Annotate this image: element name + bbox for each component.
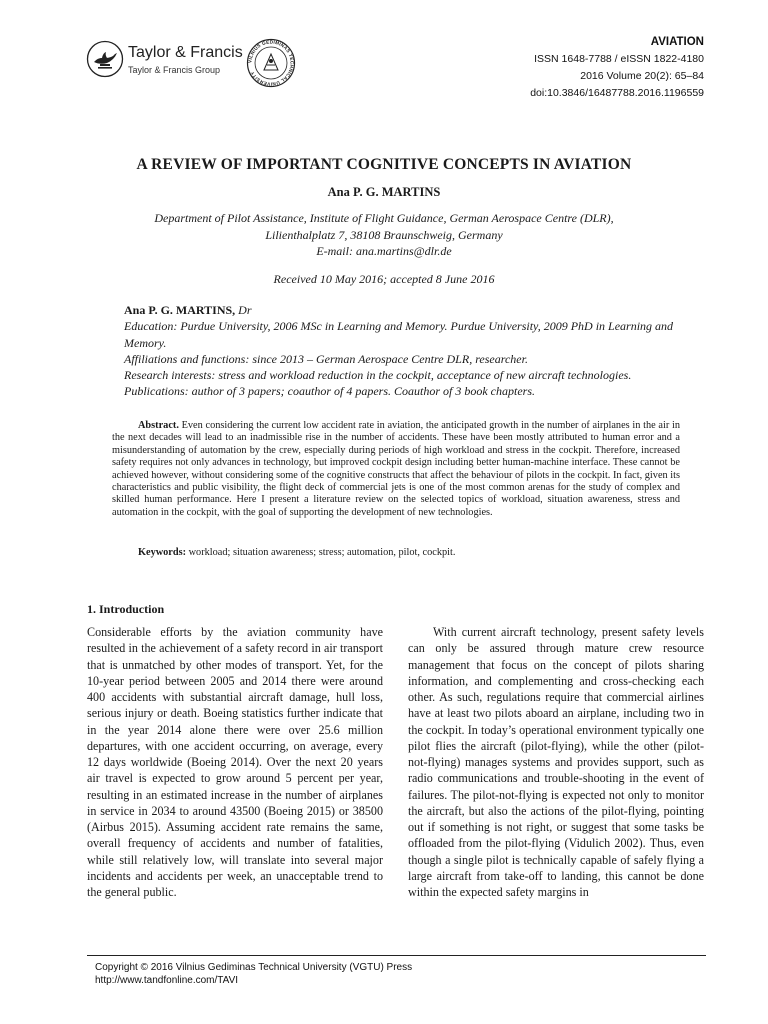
journal-name: AVIATION bbox=[650, 36, 704, 48]
bio-research-interests: Research interests: stress and workload reduction in the cockpit, acceptance of new aircraft technologies. bbox=[124, 368, 632, 383]
publisher-group: Taylor & Francis Group bbox=[128, 65, 221, 75]
bio-education: Education: Purdue University, 2006 MSc in Learning and Memory. Purdue University, 2009 PhD in Learning and Memory. bbox=[124, 319, 674, 350]
journal-url[interactable]: http://www.tandfonline.com/TAVI bbox=[95, 975, 239, 986]
author-bio bbox=[124, 302, 704, 400]
affiliation-line: Lilienthalplatz 7, 38108 Braunschweig, Germany bbox=[265, 227, 503, 242]
journal-volume: 2016 Volume 20(2): 65–84 bbox=[580, 70, 704, 82]
page-footer bbox=[95, 961, 412, 987]
journal-info bbox=[530, 34, 704, 102]
section-heading: 1. Introduction bbox=[87, 602, 165, 616]
abstract bbox=[112, 420, 680, 519]
body-left-column: Considerable efforts by the aviation community have resulted in the achievement of a safety record in air transport that is unmatched by other modes of transport. Yet, for the 10-year period between 2005 and 2014 there were around 400 accidents with substantial aircraft damage, hull loss, serious injury or death. Boeing statistics further indicate that in the year 2014 alone there were over 25.6 million departures, with one accident occurring, on average, every 12 days worldwide (Boeing 2014). Over the next 20 years air travel is expected to grow around 5 percent per year, resulting in an estimated increase in the number of airplanes in service in 2034 to around 43500 (Boeing 2015) or 38500 (Airbus 2015). Assuming accident rate remains the same, overall frequency of accidents and number of fatalities, while still relatively low, will translate into several major incidents and accidents per week, an unacceptable trend to the general public. bbox=[87, 625, 383, 899]
body-right-column: With current aircraft technology, present safety levels can only be assured through mature crew resource management that focus on the concept of pilots sharing information, and complementing and cross-checking each other. As such, regulations require that commercial airlines have at least two pilots aboard an airplane, including two in the cockpit. In today’s operational environment typically one pilot flies the aircraft (pilot-flying), while the other (pilot-not-flying) manages systems and provides support, such as radio communications and trouble-shooting in the event of failures. The pilot-not-flying is expected not only to monitor the aircraft, but also the actions of the pilot-flying, pointing out if something is not right, or suggest that some tasks be offloaded from the pilot-flying (Vidulich 2002). Thus, even though a single pilot is technically capable of safely flying a large aircraft from take-off to landing, this cannot be done within the expected safety margins in bbox=[408, 625, 704, 899]
affiliation-line: Department of Pilot Assistance, Institute of Flight Guidance, German Aerospace Centre (DLR), bbox=[154, 211, 614, 225]
oil-lamp-icon bbox=[86, 40, 124, 78]
publisher-logo bbox=[86, 38, 316, 90]
seal-text: VILNIUS GEDIMINAS TECHNICAL UNIVERSITY bbox=[247, 39, 295, 87]
footer-divider bbox=[87, 955, 706, 956]
article-title: A REVIEW OF IMPORTANT COGNITIVE CONCEPTS IN AVIATION bbox=[136, 156, 632, 173]
abstract-label: Abstract. bbox=[138, 420, 179, 431]
university-seal-icon bbox=[246, 38, 296, 88]
bio-publications: Publications: author of 3 papers; coauthor of 4 papers. Coauthor of 3 book chapters. bbox=[124, 384, 535, 399]
keywords-label: Keywords: bbox=[138, 547, 187, 558]
journal-issn: ISSN 1648-7788 / eISSN 1822-4180 bbox=[534, 53, 704, 65]
bio-affiliations: Affiliations and functions: since 2013 – German Aerospace Centre DLR, researcher. bbox=[124, 351, 528, 366]
abstract-text: Even considering the current low accident rate in aviation, the anticipated growth in the number of airplanes in the air in the next decades will lead to an inadmissible rise in the number of accidents. These have been mostly attributed to human error and a misunderstanding of automation by the crew, especially during periods of high workload and stress in the cockpit. Therefore, increased safety requires not only advances in technology, but improved cockpit design including better human-machine interface. These cannot be achieved however, without considering some of the cognitive constructs that affect the behaviour of pilots in the cockpit. In fact, given its characteristics and public visibility, the flight deck of commercial jets is one of the most common arenas for the study of complex and skilled human performance. Here I present a literature review on the selected topics of workload, situation awareness, stress and automation in the cockpit, with the goal of supporting the development of new technologies. bbox=[112, 420, 680, 518]
author-email: E-mail: ana.martins@dlr.de bbox=[316, 244, 452, 258]
article-author: Ana P. G. MARTINS bbox=[327, 185, 441, 199]
received-dates: Received 10 May 2016; accepted 8 June 2016 bbox=[273, 272, 495, 286]
keywords-text: workload; situation awareness; stress; automation, pilot, cockpit. bbox=[186, 547, 456, 558]
keywords bbox=[138, 546, 678, 559]
copyright-notice: Copyright © 2016 Vilnius Gediminas Technical University (VGTU) Press bbox=[95, 962, 413, 973]
publisher-name: Taylor & Francis bbox=[128, 44, 243, 61]
bio-degree: Dr bbox=[235, 303, 252, 317]
author-affiliation bbox=[0, 210, 768, 260]
article-doi: doi:10.3846/16487788.2016.1196559 bbox=[530, 87, 704, 99]
bio-name: Ana P. G. MARTINS, bbox=[124, 303, 236, 317]
